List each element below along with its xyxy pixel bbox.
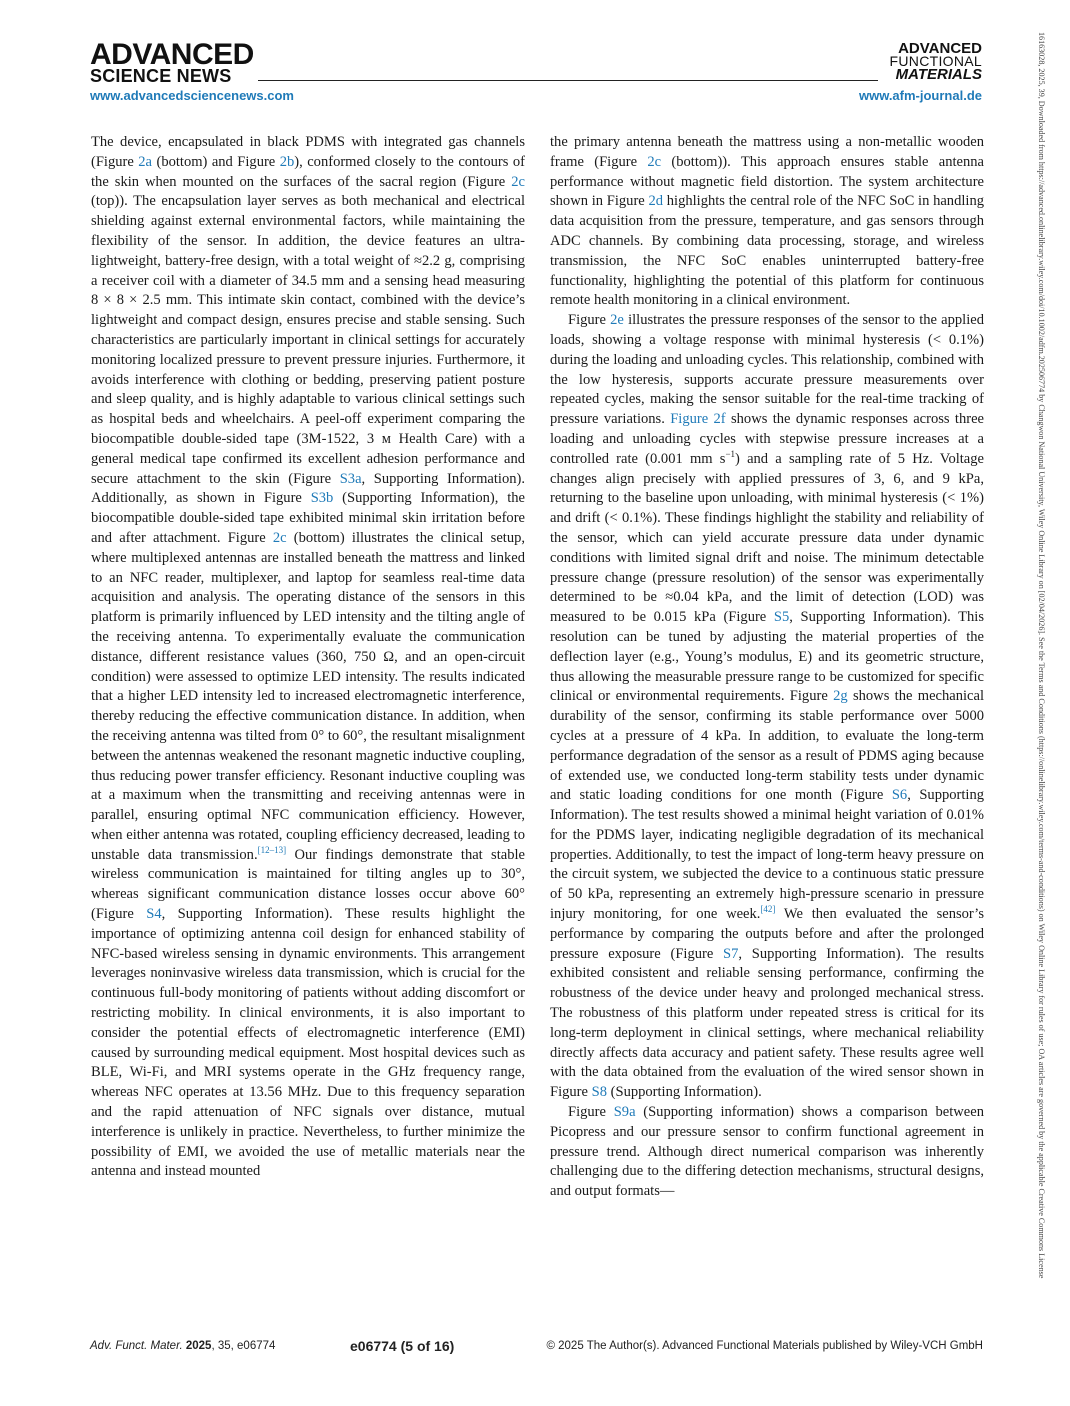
text-run: (bottom) and Figure <box>152 153 280 170</box>
journal-url-link[interactable]: www.afm-journal.de <box>858 88 982 103</box>
text-run: (Supporting Information). <box>607 1084 762 1101</box>
supplementary-figure-link[interactable]: S3a <box>339 470 362 487</box>
text-run: , Supporting Information). This resolution can be tuned by adjusting the material properties of the deflection layer (e.g., Young’s modulus, E) and its geometric structure, thus allowing the measurable pressure range to be customized for specific clinical or environmental requirements. Figure <box>550 609 984 705</box>
logo-line-advanced: ADVANCED <box>90 38 254 71</box>
supplementary-figure-link[interactable]: S8 <box>591 1084 607 1101</box>
left-column <box>91 133 525 1182</box>
figure-link[interactable]: Figure 2f <box>670 411 726 428</box>
page-footer <box>90 1338 983 1356</box>
text-run: shows the dynamic responses across three loading and unloading cycles with stepwise pressure increases at a controlled rate (0.001 mm s <box>550 411 984 467</box>
text-run: shows the mechanical durability of the sensor, confirming its stable performance over 5000 cycles at a pressure of 4 kPa. In addition, to evaluate the long-term performance degradation of the sensor as a result of PDMS aging because of extended use, we conducted long-term stability tests under dynamic and static loading conditions for one month (Figure <box>550 688 984 804</box>
text-run: We then evaluated the sensor’s performance by comparing the outputs before and after the prolonged pressure exposure (Figure <box>550 906 984 962</box>
figure-link[interactable]: 2c <box>511 173 525 190</box>
superscript: −1 <box>725 448 736 459</box>
text-run: the primary antenna beneath the mattress using a non-metallic wooden frame (Figure <box>550 134 984 170</box>
supplementary-figure-link[interactable]: S6 <box>891 787 908 804</box>
body-paragraph <box>550 1103 984 1202</box>
journal-logo-line3: MATERIALS <box>895 66 982 83</box>
text-run: Figure <box>568 1104 614 1121</box>
figure-link[interactable]: 2d <box>648 193 664 210</box>
figure-link[interactable]: 2c <box>647 153 662 170</box>
supplementary-figure-link[interactable]: S3b <box>310 490 334 507</box>
footer-volume: , 35, e06774 <box>211 1340 276 1352</box>
footer-citation <box>90 1340 275 1352</box>
text-run: ), conformed closely to the contours of the skin when mounted on the surfaces of the sacral region (Figure <box>91 153 525 190</box>
supplementary-figure-link[interactable]: S7 <box>723 945 739 962</box>
publisher-url-link[interactable]: www.advancedsciencenews.com <box>90 88 294 103</box>
journal-logo-line1: ADVANCED <box>898 40 982 57</box>
text-run: Figure <box>568 312 611 329</box>
text-run: (Supporting information) shows a comparison between Picopress and our pressure sensor to confirm functional agreement in pressure trend. Although direct numerical comparison was inherently challenging due to the differing detection mechanisms, structural designs, and output formats— <box>550 1104 984 1200</box>
footer-copyright: © 2025 The Author(s). Advanced Functional Materials published by Wiley-VCH GmbH <box>546 1340 983 1352</box>
text-run: ) and a sampling rate of 5 Hz. Voltage changes align precisely with applied pressures of 3, 6, and 9 kPa, returning to the baseline upon unloading, with minimal hysteresis (< 1%) and drift (< 0.1%). These findings highlight the stability and reliability of the sensor, which can yield accurate pressure data under dynamic conditions with limited signal drift and noise. The minimum detectable pressure change (pressure resolution) of the sensor was experimentally determined to be ≈0.04 kPa, and the limit of detection (LOD) was measured to be 0.015 kPa (Figure <box>550 450 984 626</box>
publisher-logo <box>90 38 254 86</box>
text-run: (Supporting Information), the biocompatible double-sided tape exhibited minimal skin irritation before and after attachment. Figure <box>91 490 525 546</box>
journal-logo-line2: FUNCTIONAL <box>889 53 982 69</box>
footer-page-number: e06774 (5 of 16) <box>350 1338 455 1354</box>
supplementary-figure-link[interactable]: S5 <box>773 609 790 626</box>
figure-link[interactable]: 2b <box>279 153 295 170</box>
body-paragraph <box>550 311 984 1103</box>
text-run: Our findings demonstrate that stable wireless communication is maintained for tilting angles up to 30°, whereas significant communication distance losses occur above 60° (Figure <box>91 846 525 923</box>
text-run: The device, encapsulated in black PDMS with integrated gas channels (Figure <box>91 134 525 170</box>
text-run: illustrates the pressure responses of the sensor to the applied loads, showing a voltage response with minimal hysteresis (< 0.1%) during the loading and unloading cycles. This relationship, combined with the low hysteresis, supports accurate pressure measurements over repeated cycles, making the sensor suitable for the real-time tracking of pressure variations. <box>550 312 984 428</box>
text-run: highlights the central role of the NFC SoC in handling data acquisition from the pressure, temperature, and gas sensors through ADC channels. By combining data processing, storage, and wireless transmission, the NFC SoC enables uninterrupted battery-free functionality, highlighting the potential of this platform for continuous remote health monitoring in a clinical environment. <box>550 193 984 309</box>
figure-link[interactable]: 2g <box>833 688 848 705</box>
supplementary-figure-link[interactable]: S4 <box>146 906 162 923</box>
body-paragraph <box>91 133 525 1182</box>
text-run: , Supporting Information). These results highlight the importance of optimizing antenna coil design for enhanced stability of NFC-based wireless sensing in dynamic environments. This arrangement leverages noninvasive wireless data transmission, which is crucial for the continuous full-body monitoring of patients without adding discomfort or restricting mobility. In clinical environments, it is also important to consider the potential effects of electromagnetic interference (EMI) caused by surrounding medical equipment. Most hospital devices such as BLE, Wi-Fi, and MRI systems operate in the GHz frequency range, whereas NFC operates at 13.56 MHz. Due to this frequency separation and the rapid attenuation of NFC signals over distance, mutual interference is unlikely in practice. Nevertheless, to further minimize the possibility of EMI, we avoided the use of metallic materials near the antenna and instead mounted <box>91 906 525 1180</box>
text-run: , Supporting Information). The results exhibited consistent and reliable sensing performance, confirming the robustness of the device under heavy and prolonged mechanical stress. The robustness of this platform under repeated stress is critical for its long-term deployment in clinical settings, where mechanical reliability directly affects data accuracy and patient safety. These results agree well with the data obtained from the evaluation of the wired sensor shown in Figure <box>550 945 984 1101</box>
figure-link[interactable]: 2a <box>138 153 153 170</box>
supplementary-figure-link[interactable]: S9a <box>613 1104 636 1121</box>
footer-journal: Adv. Funct. Mater. <box>90 1340 183 1352</box>
journal-logo <box>890 42 982 81</box>
text-run: (top)). The encapsulation layer serves as both mechanical and electrical shielding against external environmental factors, while maintaining the flexibility of the sensor. In addition, the device features an ultra-lightweight, battery-free design, with a total weight of ≈2.2 g, comprising a receiver coil with a diameter of 34.5 mm and a sensing head measuring 8 × 8 × 2.5 mm. This intimate skin contact, combined with the device’s lightweight and compact design, ensures precise and stable sensing. Such characteristics are particularly important in clinical settings for accurately monitoring localized pressure to prevent pressure injuries. Furthermore, it avoids interference with clothing or bedding, preserving patient posture and sleep quality, and is highly adaptable to various clinical settings such as hospital beds and wheelchairs. A peel-off experiment comparing the biocompatible double-sided tape (3M-1522, 3 ᴍ Health Care) with a general medical tape confirmed its excellent adhesion performance and secure attachment to the skin (Figure <box>91 193 525 487</box>
header-divider <box>258 80 878 81</box>
text-run: (bottom)). This approach ensures stable antenna performance without magnetic field distortion. The system architecture shown in Figure <box>550 153 985 210</box>
figure-link[interactable]: 2e <box>610 312 624 329</box>
download-notice-sidebar: 16163028, 2025, 39, Downloaded from https://advanced.onlinelibrary.wiley.com/doi/10.1002/adfm.202506774 by Changwon National University, Wiley Online Library on [02/04/2026]. See the Terms and Conditions (https://onlinelibrary.wiley.com/terms-and-conditions) on Wiley Online Library for rules of use; OA articles are governed by the applicable Creative Commons License <box>1037 32 1046 1279</box>
body-paragraph <box>550 133 984 311</box>
citation-link[interactable]: [12–13] <box>257 844 287 855</box>
figure-link[interactable]: 2c <box>272 529 287 546</box>
text-run: (bottom) illustrates the clinical setup, where multiplexed antennas are installed beneath the mattress and linked to an NFC reader, multiplexer, and laptop for seamless real-time data acquisition and analysis. The operating distance of the sensors in this platform is primarily influenced by LED intensity and the tilting angle of the receiving antenna. To experimentally evaluate the communication distance, different resistance values (360, 750 Ω, and an open-circuit condition) were assessed to optimize LED intensity. The results indicated that a higher LED intensity led to increased electromagnetic interference, thereby reducing the effective communication distance. In addition, when the receiving antenna was tilted from 0° to 60°, the resultant misalignment between the antennas weakened the resonant magnetic inductive coupling, thus reducing power transfer efficiency. Resonant inductive coupling was at a maximum when the transmitting and receiving antennas were in parallel, ensuring optimal NFC communication efficiency. However, when either antenna was rotated, coupling efficiency decreased, leading to unstable data transmission. <box>91 529 525 863</box>
text-run: , Supporting Information). The test results showed a minimal height variation of 0.01% for the PDMS layer, indicating negligible degradation of its mechanical properties. Additionally, to test the impact of long-term heavy pressure on the circuit system, we subjected the device to a continuous static pressure of 50 kPa, representing an extremely high-pressure scenario in pressure injury monitoring, for one week. <box>550 787 984 923</box>
logo-line-science-news: SCIENCE NEWS <box>90 66 232 86</box>
text-run: , Supporting Information). Additionally, as shown in Figure <box>91 470 525 507</box>
footer-year: 2025 <box>185 1340 212 1352</box>
right-column <box>550 133 984 1202</box>
citation-link[interactable]: [42] <box>760 904 776 915</box>
